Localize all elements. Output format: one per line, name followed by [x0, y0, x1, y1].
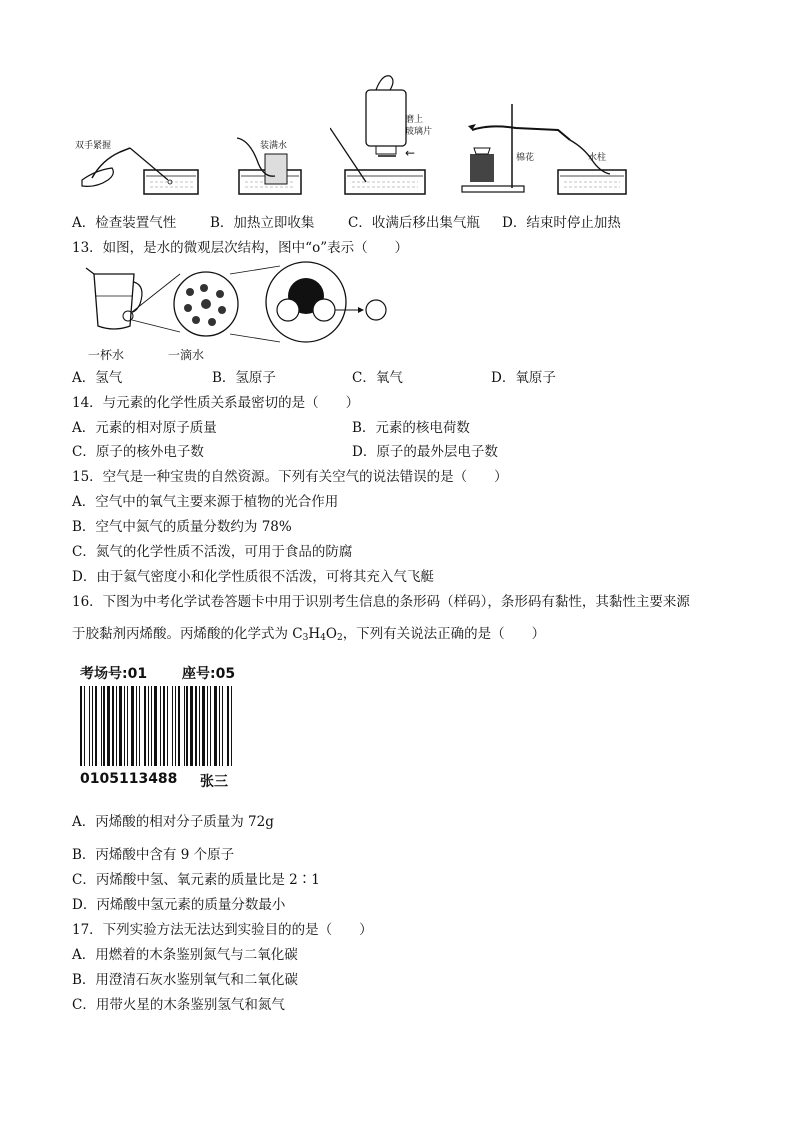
q14-option-a[interactable]: A．元素的相对原子质量 [72, 420, 217, 436]
q14-stem: 14．与元素的化学性质关系最密切的是（ ） [72, 395, 360, 411]
q12-fig-b-label: 装满水 [260, 141, 288, 151]
q14-option-b[interactable]: B．元素的核电荷数 [352, 420, 470, 436]
barcode-seat-number: 座号:05 [182, 666, 236, 682]
q16-stem-line1: 16．下图为中考化学试卷答题卡中用于识别考生信息的条形码（样码），条形码有黏性，其黏性主要来源 [72, 594, 690, 610]
q16-formula-o-count: 2 [336, 633, 343, 643]
barcode-bars [80, 686, 235, 766]
q13-option-d[interactable]: D．氧原子 [491, 370, 556, 386]
q15-option-b[interactable]: B．空气中氮气的质量分数约为 78% [72, 519, 292, 535]
q12-option-b[interactable]: B．加热立即收集 [210, 215, 315, 231]
q14-option-c[interactable]: C．原子的核外电子数 [72, 444, 204, 460]
q16-option-c[interactable]: C．丙烯酸中氢、氧元素的质量比是 2∶1 [72, 872, 320, 888]
q13-figure [80, 260, 400, 344]
q16-option-d[interactable]: D．丙烯酸中氢元素的质量分数最小 [72, 897, 286, 913]
q17-option-b[interactable]: B．用澄清石灰水鉴别氧气和二氧化碳 [72, 972, 298, 988]
q16-stem-text: 于胶黏剂丙烯酸。丙烯酸的化学式为 C [72, 626, 303, 642]
q13-option-b[interactable]: B．氢原子 [212, 370, 276, 386]
q16-formula-h-count: 4 [320, 633, 326, 643]
barcode-room-number: 考场号:01 [80, 666, 148, 682]
q12-fig-a-label: 双手紧握 [75, 141, 112, 151]
q12-option-c[interactable]: C．收满后移出集气瓶 [348, 215, 480, 231]
q14-option-d[interactable]: D．原子的最外层电子数 [352, 444, 498, 460]
q16-option-b[interactable]: B．丙烯酸中含有 9 个原子 [72, 847, 235, 863]
q13-fig-label-cup: 一杯水 [88, 348, 125, 362]
q12-fig-d-label-1: 棉花 [516, 153, 535, 163]
q16-formula-h: H [308, 626, 321, 642]
q12-fig-c-label-2: 玻璃片 [405, 127, 433, 137]
q15-stem: 15．空气是一种宝贵的自然资源。下列有关空气的说法错误的是（ ） [72, 469, 508, 485]
q15-option-a[interactable]: A．空气中的氧气主要来源于植物的光合作用 [72, 494, 339, 510]
q13-fig-label-drop: 一滴水 [168, 348, 205, 362]
q13-option-a[interactable]: A．氢气 [72, 370, 123, 386]
q13-option-c[interactable]: C．氧气 [352, 370, 403, 386]
q12-fig-d-label-2: 水柱 [588, 153, 607, 163]
q12-figure-d [460, 100, 630, 198]
q16-formula-o: O [325, 626, 337, 642]
q15-option-c[interactable]: C．氮气的化学性质不活泼，可用于食品的防腐 [72, 544, 353, 560]
q15-option-d[interactable]: D．由于氦气密度小和化学性质很不活泼，可将其充入气飞艇 [72, 569, 434, 585]
q16-stem-end: ，下列有关说法正确的是（ ） [342, 626, 546, 642]
q17-stem: 17．下列实验方法无法达到实验目的的是（ ） [72, 922, 373, 938]
q16-option-a[interactable]: A．丙烯酸的相对分子质量为 72g [72, 814, 274, 830]
q12-option-d[interactable]: D．结束时停止加热 [502, 215, 621, 231]
q12-fig-c-label-1: 磨上 [405, 115, 424, 125]
q16-formula-c-count: 3 [302, 633, 309, 643]
q13-stem: 13．如图，是水的微观层次结构，图中“ο”表示（ ） [72, 240, 409, 256]
barcode-student-name: 张三 [200, 774, 228, 790]
q17-option-a[interactable]: A．用燃着的木条鉴别氮气与二氧化碳 [72, 947, 298, 963]
q16-stem-line2 [72, 622, 545, 643]
q12-option-a[interactable]: A．检查装置气性 [72, 215, 177, 231]
barcode-digits: 0105113488 [80, 771, 178, 787]
q12-arrow-icon: ← [405, 146, 416, 160]
q17-option-c[interactable]: C．用带火星的木条鉴别氢气和氮气 [72, 997, 285, 1013]
